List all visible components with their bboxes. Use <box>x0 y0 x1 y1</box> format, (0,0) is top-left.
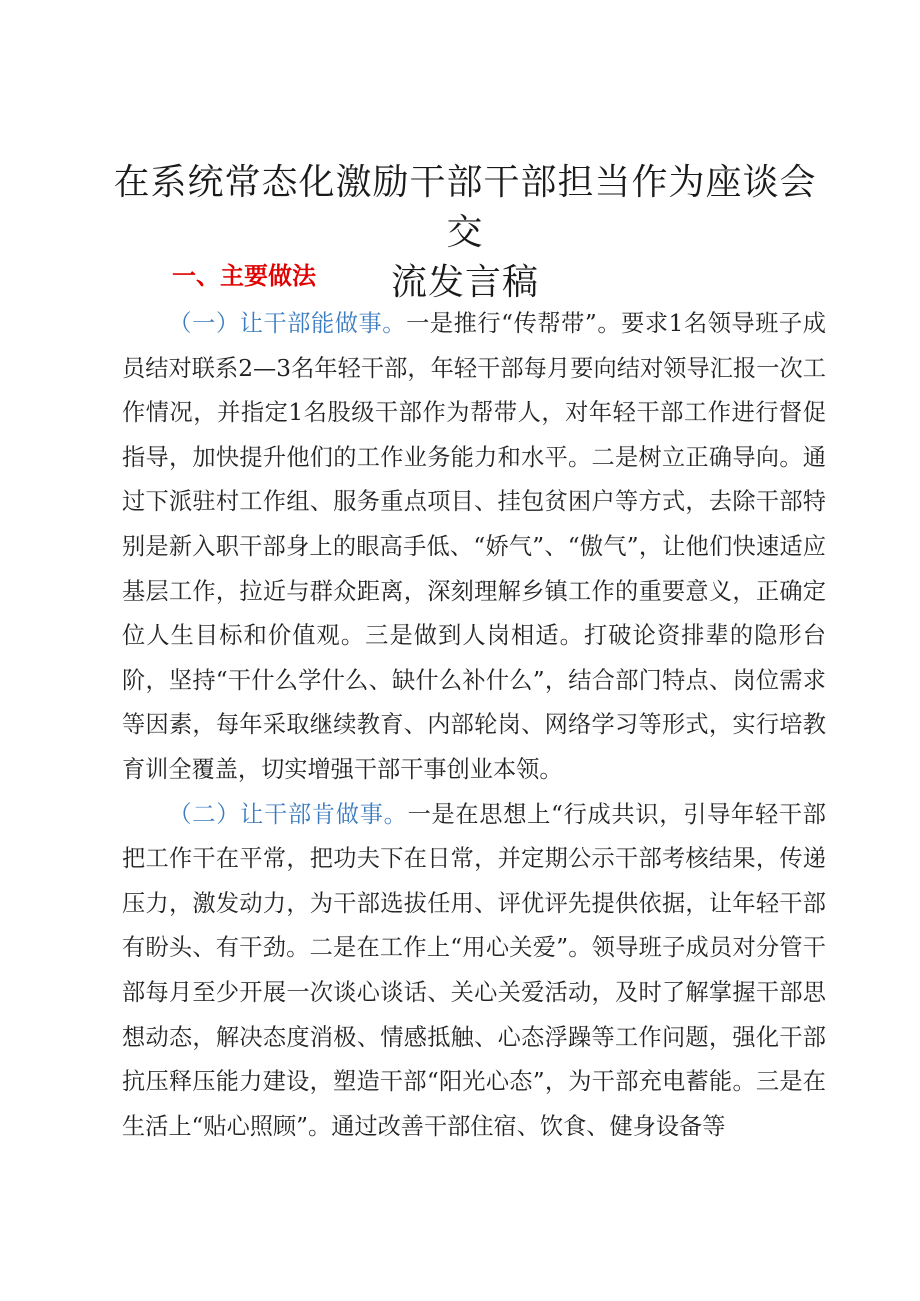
paragraph-2-text: 一是在思想上“行成共识，引导年轻干部把工作干在平常，把功夫下在日常，并定期公示干部考核结果，传递压力，激发动力，为干部选拔任用、评优评先提供依据，让年轻干部有盼头、有干劲。二是在工作上“用心关爱”。领导班子成员对分管干部每月至少开展一次谈心谈话、关心关爱活动，及时了解掌握干部思想动态，解决态度消极、情感抵触、心态浮躁等工作问题，强化干部抗压释压能力建设，塑造干部“阳光心态”，为干部充电蓄能。三是在生活上“贴心照顾”。通过改善干部住宿、饮食、健身设备等 <box>122 800 826 1140</box>
paragraph-1-text: 一是推行“传帮带”。要求1名领导班子成员结对联系2—3名年轻干部，年轻干部每月要向结对领导汇报一次工作情况，并指定1名股级干部作为帮带人，对年轻干部工作进行督促指导，加快提升他们的工作业务能力和水平。二是树立正确导向。通过下派驻村工作组、服务重点项目、挂包贫困户等方式，去除干部特别是新入职干部身上的眼高手低、“娇气”、“傲气”，让他们快速适应基层工作，拉近与群众距离，深刻理解乡镇工作的重要意义，正确定位人生目标和价值观。三是做到人岗相适。打破论资排辈的隐形台阶，坚持“干什么学什么、缺什么补什么”，结合部门特点、岗位需求等因素，每年采取继续教育、内部轮岗、网络学习等形式，实行培教育训全覆盖，切实增强干部干事创业本领。 <box>122 310 826 783</box>
paragraph-1-lead: （一）让干部能做事。 <box>168 310 407 337</box>
title-line-2: 流发言稿 <box>390 262 539 303</box>
paragraph-2-lead: （二）让干部肯做事。 <box>168 800 408 828</box>
paragraph-2 <box>122 793 826 1150</box>
paragraph-1 <box>122 302 826 793</box>
section-heading: 一、主要做法 <box>172 262 316 290</box>
document-body <box>122 302 826 1149</box>
title-line-1: 在系统常态化激励干部干部担当作为座谈会交 <box>113 162 817 253</box>
